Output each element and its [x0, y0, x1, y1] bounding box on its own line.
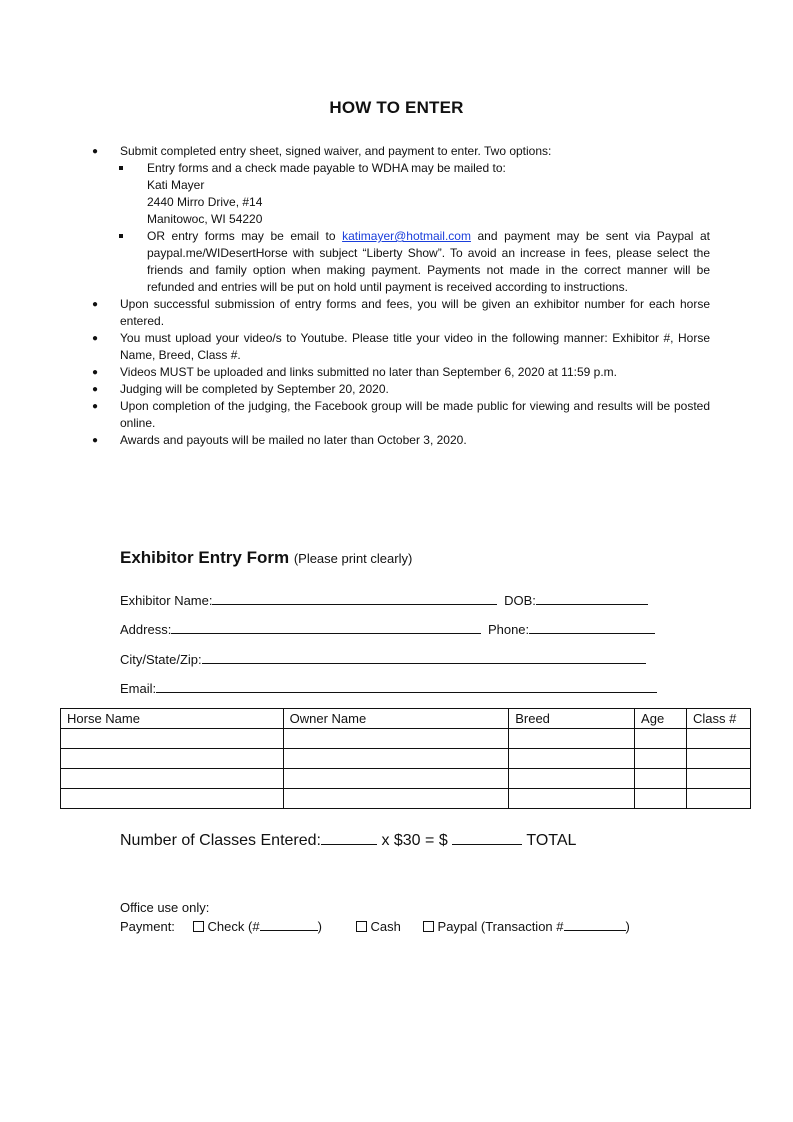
form-title — [120, 548, 412, 568]
bullet-icon: ● — [92, 367, 99, 378]
column-header: Owner Name — [283, 709, 509, 729]
exhibitor-name-label: Exhibitor Name: — [120, 593, 213, 608]
bullet-icon: ● — [92, 299, 99, 310]
price-multiplier: x $30 = $ — [381, 832, 448, 849]
table-cell[interactable] — [509, 729, 635, 749]
instruction-text: Upon successful submission of entry forms and fees, you will be given an exhibitor number for each horse entered. — [120, 297, 710, 328]
table-cell[interactable] — [283, 729, 509, 749]
classes-count-field[interactable] — [321, 830, 377, 845]
total-label: TOTAL — [526, 832, 577, 849]
check-number-field[interactable] — [260, 918, 318, 931]
square-bullet-icon — [119, 234, 123, 238]
city-field[interactable] — [202, 651, 646, 664]
address-label: Address: — [120, 622, 172, 637]
phone-field[interactable] — [529, 621, 655, 634]
office-use-section — [120, 898, 630, 936]
bullet-icon: ● — [92, 401, 99, 412]
exhibitor-name-row — [120, 592, 648, 608]
column-header: Horse Name — [61, 709, 284, 729]
sub-list-item — [147, 160, 710, 228]
instructions-list — [92, 143, 710, 449]
table-cell[interactable] — [635, 749, 687, 769]
table-row — [61, 729, 751, 749]
instruction-text: Judging will be completed by September 20, 2020. — [120, 382, 389, 396]
list-item — [92, 143, 710, 160]
list-item — [92, 364, 710, 381]
table-row — [61, 749, 751, 769]
phone-label: Phone: — [487, 622, 530, 637]
bullet-icon: ● — [92, 435, 99, 446]
check-close-paren: ) — [317, 919, 322, 934]
table-row — [61, 789, 751, 809]
table-cell[interactable] — [687, 789, 751, 809]
check-option[interactable] — [193, 919, 322, 934]
table-cell[interactable] — [283, 769, 509, 789]
table-cell[interactable] — [283, 749, 509, 769]
dob-label: DOB: — [504, 593, 536, 608]
list-item — [92, 296, 710, 330]
column-header: Breed — [509, 709, 635, 729]
instruction-text: Upon completion of the judging, the Facebook group will be made public for viewing and results will be posted online. — [120, 399, 710, 430]
mail-name: Kati Mayer — [147, 178, 205, 192]
table-cell[interactable] — [687, 729, 751, 749]
exhibitor-name-field[interactable] — [212, 592, 497, 605]
cash-option[interactable] — [356, 919, 401, 934]
checkbox-icon[interactable] — [356, 921, 367, 932]
address-field[interactable] — [171, 621, 481, 634]
bullet-icon: ● — [92, 333, 99, 344]
table-cell[interactable] — [635, 789, 687, 809]
table-cell[interactable] — [509, 789, 635, 809]
page-title: HOW TO ENTER — [329, 98, 464, 117]
check-label: Check (# — [207, 919, 260, 934]
form-note: (Please print clearly) — [293, 551, 413, 566]
paypal-label: Paypal (Transaction # — [437, 919, 564, 934]
table-row — [61, 769, 751, 789]
table-cell[interactable] — [635, 729, 687, 749]
checkbox-icon[interactable] — [193, 921, 204, 932]
paypal-transaction-field[interactable] — [564, 918, 626, 931]
paypal-close-paren: ) — [625, 919, 630, 934]
total-amount-field[interactable] — [452, 830, 522, 845]
office-use-label: Office use only: — [120, 900, 210, 915]
table-cell[interactable] — [283, 789, 509, 809]
email-label: Email: — [120, 681, 157, 696]
list-item — [92, 330, 710, 364]
table-cell[interactable] — [687, 769, 751, 789]
paypal-option[interactable] — [423, 919, 630, 934]
mail-street: 2440 Mirro Drive, #14 — [147, 195, 263, 209]
column-header: Age — [635, 709, 687, 729]
table-cell[interactable] — [509, 749, 635, 769]
classes-total-row — [120, 830, 576, 850]
table-cell[interactable] — [635, 769, 687, 789]
table-header-row — [61, 709, 751, 729]
email-option-text: OR entry forms may be email to — [147, 229, 343, 243]
column-header: Class # — [687, 709, 751, 729]
table-cell[interactable] — [687, 749, 751, 769]
list-item — [92, 381, 710, 398]
table-cell[interactable] — [61, 769, 284, 789]
horse-entry-table — [60, 708, 751, 809]
table-cell[interactable] — [61, 789, 284, 809]
mail-city: Manitowoc, WI 54220 — [147, 212, 263, 226]
email-row — [120, 680, 657, 696]
classes-label: Number of Classes Entered: — [120, 832, 321, 849]
instruction-text: Awards and payouts will be mailed no later than October 3, 2020. — [120, 433, 467, 447]
form-title-text: Exhibitor Entry Form — [120, 548, 290, 567]
email-option-text-cont: and payment may be sent via Paypal at paypal.me/WIDesertHorse with subject “Liberty Show”. To avoid an increase in fees, please select the friends and family option when making payment. Payments not made in the correct manner will be refunded and entries will be put on hold until payment is received according to instructions. — [147, 229, 710, 294]
email-field[interactable] — [156, 680, 657, 693]
table-cell[interactable] — [61, 749, 284, 769]
table-cell[interactable] — [61, 729, 284, 749]
dob-field[interactable] — [536, 592, 648, 605]
mail-option-text: Entry forms and a check made payable to WDHA may be mailed to: — [147, 161, 506, 175]
payment-label: Payment: — [120, 919, 175, 934]
square-bullet-icon — [119, 166, 123, 170]
list-item — [92, 398, 710, 432]
bullet-icon: ● — [92, 384, 99, 395]
sub-list-item — [147, 228, 710, 296]
list-item — [92, 432, 710, 449]
city-row — [120, 651, 646, 667]
instruction-text: You must upload your video/s to Youtube. Please title your video in the following manner: Exhibitor #, Horse Name, Breed, Class #. — [120, 331, 710, 362]
city-label: City/State/Zip: — [120, 652, 202, 667]
cash-label: Cash — [370, 919, 401, 934]
checkbox-icon[interactable] — [423, 921, 434, 932]
instruction-text: Videos MUST be uploaded and links submitted no later than September 6, 2020 at 11:59 p.m. — [120, 365, 617, 379]
instruction-text: Submit completed entry sheet, signed waiver, and payment to enter. Two options: — [120, 144, 552, 158]
table-cell[interactable] — [509, 769, 635, 789]
address-row — [120, 621, 655, 637]
bullet-icon: ● — [92, 146, 99, 157]
email-link[interactable]: katimayer@hotmail.com — [342, 229, 471, 243]
payment-row — [120, 917, 630, 936]
